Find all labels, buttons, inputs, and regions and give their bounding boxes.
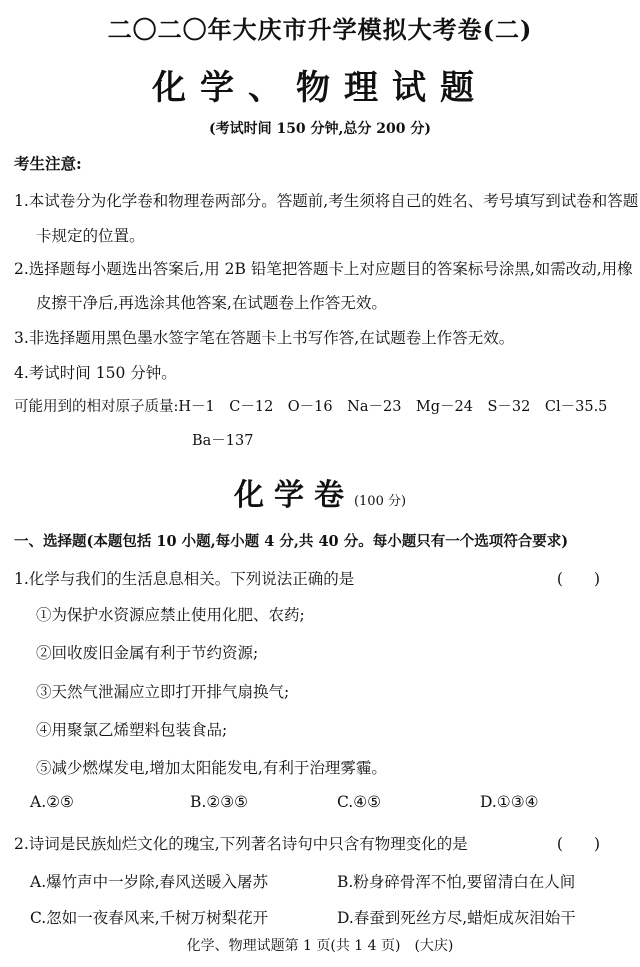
notice-item: 4.考试时间 150 分钟。 bbox=[14, 364, 177, 382]
question-1 bbox=[14, 567, 626, 589]
option-c: C.忽如一夜春风来,千树万树梨花开 bbox=[30, 909, 269, 927]
statement-item: ③天然气泄漏应立即打开排气扇换气; bbox=[36, 683, 290, 701]
option-a: A.爆竹声中一岁除,春风送暖入屠苏 bbox=[30, 873, 269, 891]
option-d: D.春蚕到死丝方尽,蜡炬成灰泪始干 bbox=[337, 909, 576, 927]
option-b: B.粉身碎骨浑不怕,要留清白在人间 bbox=[337, 873, 576, 891]
notice-item: 2.选择题每小题选出答案后,用 2B 铅笔把答题卡上对应题目的答案标号涂黑,如需改动,用橡 bbox=[14, 260, 633, 278]
statement-item: ④用聚氯乙烯塑料包装食品; bbox=[36, 721, 228, 739]
notice-item: 1.本试卷分为化学卷和物理卷两部分。答题前,考生须将自己的姓名、考号填写到试卷和答题 bbox=[14, 192, 639, 210]
question-2 bbox=[14, 832, 626, 854]
option-a: A.②⑤ bbox=[30, 793, 74, 811]
atomic-mass-line: Ba－137 bbox=[192, 433, 254, 449]
statement-item: ②回收废旧金属有利于节约资源; bbox=[36, 644, 259, 662]
question-stem: 2.诗词是民族灿烂文化的瑰宝,下列著名诗句中只含有物理变化的是 bbox=[14, 835, 468, 853]
section-score: (100 分) bbox=[353, 494, 407, 509]
atomic-mass-line: 可能用到的相对原子质量:H－1 C－12 O－16 Na－23 Mg－24 S－32 Cl－35.5 bbox=[14, 399, 608, 415]
notice-item: 3.非选择题用黑色墨水签字笔在答题卡上书写作答,在试题卷上作答无效。 bbox=[14, 329, 515, 347]
notice-heading: 考生注意: bbox=[14, 154, 82, 173]
option-b: B.②③⑤ bbox=[190, 793, 249, 811]
notice-item: 皮擦干净后,再选涂其他答案,在试题卷上作答无效。 bbox=[36, 294, 387, 312]
option-c: C.④⑤ bbox=[337, 793, 382, 811]
section-title-text: 化学卷 bbox=[233, 478, 354, 513]
exam-title-line1: 二〇二〇年大庆市升学模拟大考卷(二) bbox=[107, 15, 533, 44]
answer-bracket: ( ) bbox=[556, 835, 600, 853]
answer-bracket: ( ) bbox=[556, 570, 600, 588]
section-title bbox=[0, 470, 640, 514]
question-stem: 1.化学与我们的生活息息相关。下列说法正确的是 bbox=[14, 570, 355, 588]
notice-item: 卡规定的位置。 bbox=[36, 227, 145, 245]
page-footer: 化学、物理试题第 1 页(共 1 4 页) (大庆) bbox=[186, 938, 454, 954]
exam-title-line2: 化学、物理试题 bbox=[152, 68, 488, 108]
exam-info: (考试时间 150 分钟,总分 200 分) bbox=[208, 121, 432, 137]
statement-item: ①为保护水资源应禁止使用化肥、农药; bbox=[36, 606, 305, 624]
statement-item: ⑤减少燃煤发电,增加太阳能发电,有利于治理雾霾。 bbox=[36, 759, 387, 777]
part-heading: 一、选择题(本题包括 10 小题,每小题 4 分,共 40 分。每小题只有一个选项符合要求) bbox=[14, 533, 569, 550]
option-d: D.①③④ bbox=[480, 793, 539, 811]
